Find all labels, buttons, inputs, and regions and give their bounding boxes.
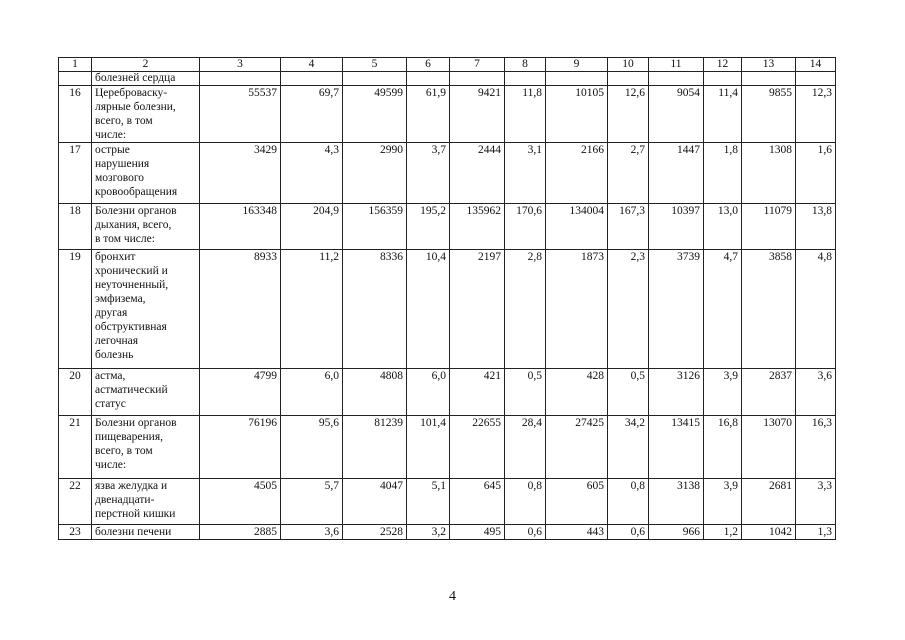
value-cell: 101,4 [407, 416, 450, 479]
table-cell [796, 72, 836, 86]
value-cell: 204,9 [281, 204, 343, 250]
value-cell: 1447 [649, 143, 704, 204]
value-cell: 170,6 [505, 204, 546, 250]
column-header: 13 [742, 58, 796, 72]
column-header: 4 [281, 58, 343, 72]
table-row [59, 369, 836, 416]
row-name: язва желудка и двенадцати- перстной кишки [92, 479, 200, 525]
value-cell: 0,8 [608, 479, 649, 525]
row-index: 22 [59, 479, 92, 525]
row-index: 23 [59, 525, 92, 540]
value-cell: 2197 [450, 250, 505, 369]
value-cell: 645 [450, 479, 505, 525]
value-cell: 49599 [343, 86, 407, 143]
value-cell: 1,3 [796, 525, 836, 540]
row-name: Болезни органов дыхания, всего, в том числе: [92, 204, 200, 250]
column-header: 8 [505, 58, 546, 72]
value-cell: 61,9 [407, 86, 450, 143]
value-cell: 443 [546, 525, 608, 540]
value-cell: 3126 [649, 369, 704, 416]
value-cell: 69,7 [281, 86, 343, 143]
row-index: 17 [59, 143, 92, 204]
value-cell: 0,8 [505, 479, 546, 525]
value-cell: 81239 [343, 416, 407, 479]
value-cell: 13415 [649, 416, 704, 479]
value-cell: 2837 [742, 369, 796, 416]
row-name: болезней сердца [92, 72, 200, 86]
value-cell: 2885 [200, 525, 281, 540]
column-header: 12 [704, 58, 742, 72]
continuation-row [59, 72, 836, 86]
value-cell: 428 [546, 369, 608, 416]
value-cell: 3,7 [407, 143, 450, 204]
header-row [59, 58, 836, 72]
value-cell: 2,8 [505, 250, 546, 369]
value-cell: 10397 [649, 204, 704, 250]
value-cell: 11,4 [704, 86, 742, 143]
value-cell: 4,8 [796, 250, 836, 369]
value-cell: 0,6 [505, 525, 546, 540]
table-row [59, 525, 836, 540]
page-number: 4 [449, 589, 456, 604]
table-row [59, 143, 836, 204]
row-name: Болезни органов пищеварения, всего, в том числе: [92, 416, 200, 479]
column-header: 5 [343, 58, 407, 72]
value-cell: 1,6 [796, 143, 836, 204]
value-cell: 3138 [649, 479, 704, 525]
column-header: 6 [407, 58, 450, 72]
column-header: 2 [92, 58, 200, 72]
value-cell: 4,7 [704, 250, 742, 369]
row-name: Цереброваску- лярные болезни, всего, в том числе: [92, 86, 200, 143]
value-cell: 3,1 [505, 143, 546, 204]
table-cell [200, 72, 281, 86]
value-cell: 22655 [450, 416, 505, 479]
value-cell: 1873 [546, 250, 608, 369]
value-cell: 13,8 [796, 204, 836, 250]
value-cell: 95,6 [281, 416, 343, 479]
value-cell: 13070 [742, 416, 796, 479]
value-cell: 28,4 [505, 416, 546, 479]
row-index: 21 [59, 416, 92, 479]
row-index: 16 [59, 86, 92, 143]
value-cell: 8336 [343, 250, 407, 369]
value-cell: 2,7 [608, 143, 649, 204]
value-cell: 195,2 [407, 204, 450, 250]
value-cell: 5,1 [407, 479, 450, 525]
value-cell: 1,2 [704, 525, 742, 540]
value-cell: 2166 [546, 143, 608, 204]
value-cell: 4799 [200, 369, 281, 416]
value-cell: 966 [649, 525, 704, 540]
value-cell: 4047 [343, 479, 407, 525]
value-cell: 2,3 [608, 250, 649, 369]
column-header: 14 [796, 58, 836, 72]
value-cell: 2528 [343, 525, 407, 540]
row-name: болезни печени [92, 525, 200, 540]
value-cell: 34,2 [608, 416, 649, 479]
value-cell: 3,6 [796, 369, 836, 416]
value-cell: 3,9 [704, 479, 742, 525]
value-cell: 1,8 [704, 143, 742, 204]
column-header: 10 [608, 58, 649, 72]
value-cell: 6,0 [407, 369, 450, 416]
value-cell: 11,2 [281, 250, 343, 369]
value-cell: 3,9 [704, 369, 742, 416]
value-cell: 11,8 [505, 86, 546, 143]
table-cell [704, 72, 742, 86]
value-cell: 3,3 [796, 479, 836, 525]
table-cell [649, 72, 704, 86]
value-cell: 9855 [742, 86, 796, 143]
value-cell: 4,3 [281, 143, 343, 204]
column-header: 9 [546, 58, 608, 72]
row-index: 20 [59, 369, 92, 416]
table-row [59, 204, 836, 250]
value-cell: 5,7 [281, 479, 343, 525]
value-cell: 55537 [200, 86, 281, 143]
value-cell: 9054 [649, 86, 704, 143]
row-name: бронхит хронический и неуточненный, эмфизема, другая обструктивная легочная болезнь [92, 250, 200, 369]
value-cell: 2444 [450, 143, 505, 204]
value-cell: 2990 [343, 143, 407, 204]
table-row [59, 416, 836, 479]
table-cell [450, 72, 505, 86]
value-cell: 16,8 [704, 416, 742, 479]
table-row [59, 479, 836, 525]
value-cell: 2681 [742, 479, 796, 525]
row-index: 19 [59, 250, 92, 369]
value-cell: 135962 [450, 204, 505, 250]
value-cell: 134004 [546, 204, 608, 250]
column-header: 1 [59, 58, 92, 72]
value-cell: 3,6 [281, 525, 343, 540]
value-cell: 4808 [343, 369, 407, 416]
value-cell: 3739 [649, 250, 704, 369]
value-cell: 11079 [742, 204, 796, 250]
value-cell: 1308 [742, 143, 796, 204]
value-cell: 3858 [742, 250, 796, 369]
value-cell: 495 [450, 525, 505, 540]
column-header: 7 [450, 58, 505, 72]
value-cell: 421 [450, 369, 505, 416]
row-name: астма, астматический статус [92, 369, 200, 416]
table-cell [742, 72, 796, 86]
value-cell: 76196 [200, 416, 281, 479]
value-cell: 167,3 [608, 204, 649, 250]
value-cell: 1042 [742, 525, 796, 540]
value-cell: 16,3 [796, 416, 836, 479]
table-row [59, 86, 836, 143]
value-cell: 9421 [450, 86, 505, 143]
table-cell [608, 72, 649, 86]
value-cell: 10105 [546, 86, 608, 143]
value-cell: 6,0 [281, 369, 343, 416]
value-cell: 3429 [200, 143, 281, 204]
value-cell: 10,4 [407, 250, 450, 369]
value-cell: 27425 [546, 416, 608, 479]
statistics-table [58, 57, 836, 540]
value-cell: 156359 [343, 204, 407, 250]
table-cell [343, 72, 407, 86]
value-cell: 4505 [200, 479, 281, 525]
value-cell: 0,6 [608, 525, 649, 540]
table-cell [407, 72, 450, 86]
value-cell: 163348 [200, 204, 281, 250]
value-cell: 12,6 [608, 86, 649, 143]
table-cell [281, 72, 343, 86]
table-cell [59, 72, 92, 86]
value-cell: 605 [546, 479, 608, 525]
row-index: 18 [59, 204, 92, 250]
value-cell: 12,3 [796, 86, 836, 143]
row-name: острые нарушения мозгового кровообращения [92, 143, 200, 204]
column-header: 11 [649, 58, 704, 72]
value-cell: 3,2 [407, 525, 450, 540]
value-cell: 0,5 [608, 369, 649, 416]
table-cell [546, 72, 608, 86]
value-cell: 13,0 [704, 204, 742, 250]
column-header: 3 [200, 58, 281, 72]
table-cell [505, 72, 546, 86]
table-row [59, 250, 836, 369]
value-cell: 0,5 [505, 369, 546, 416]
value-cell: 8933 [200, 250, 281, 369]
